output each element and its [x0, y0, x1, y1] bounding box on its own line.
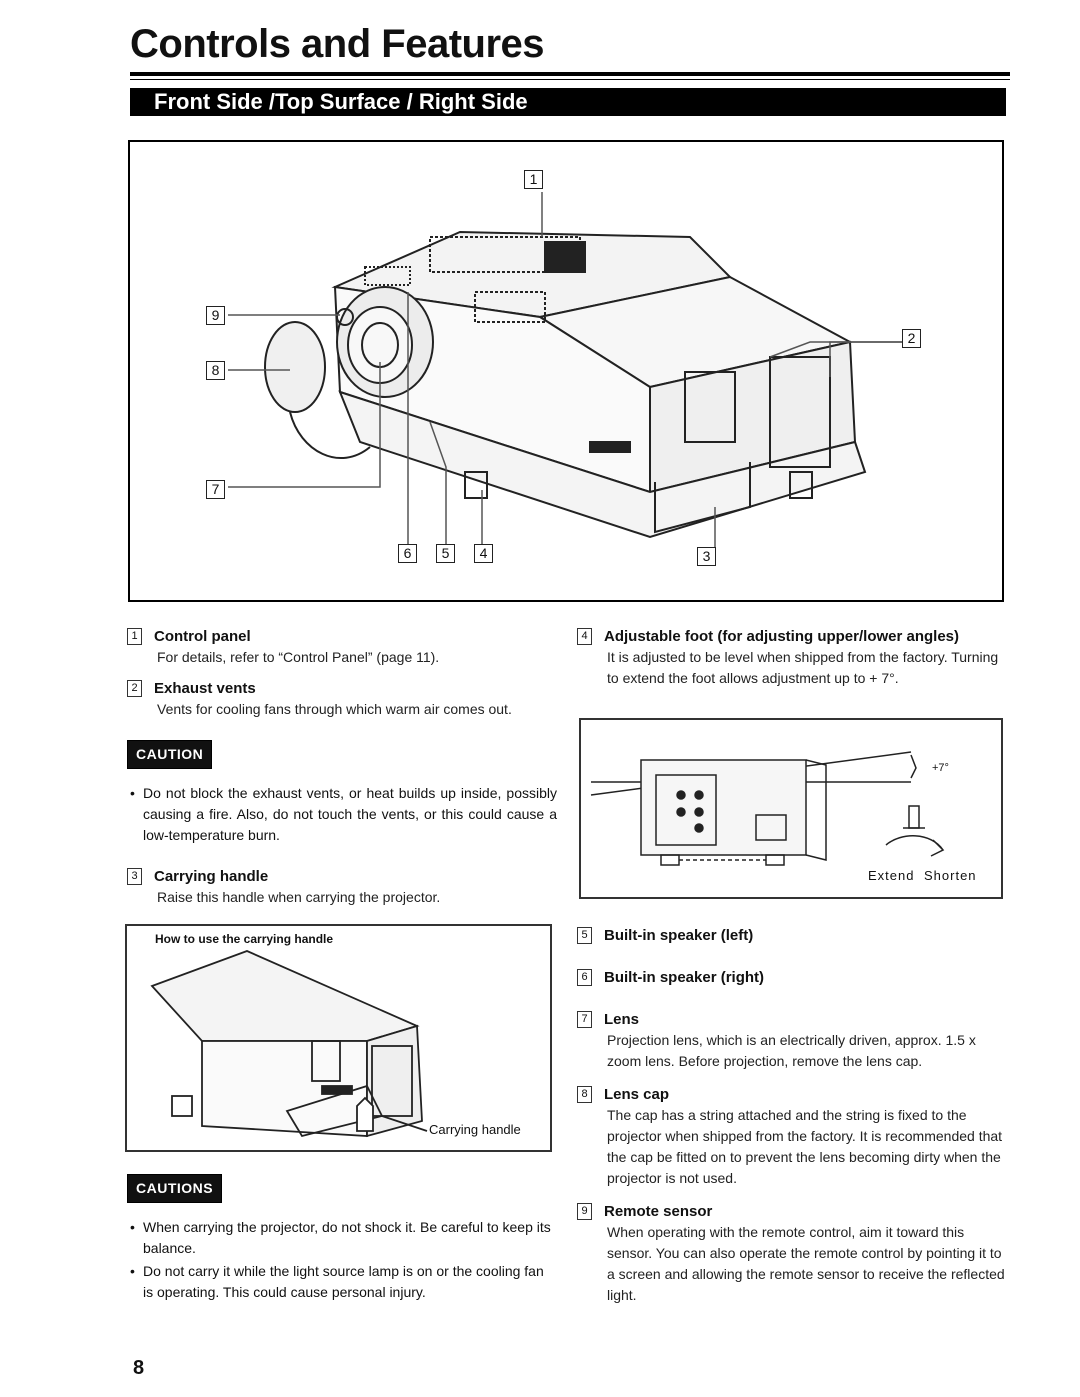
item-body: When operating with the remote control, aim it toward this sensor. You can also operate the remote control by pointing it to a screen and allowing the remote sensor to receive the reflected light. — [607, 1224, 1005, 1303]
item-body: Raise this handle when carrying the projector. — [157, 889, 441, 905]
item-body: Projection lens, which is an electrically driven, approx. 1.5 x zoom lens. Before projection, remove the lens cap. — [607, 1032, 976, 1069]
item-number: 4 — [577, 628, 592, 645]
item-title: Remote sensor — [604, 1203, 713, 1220]
item-number: 7 — [577, 1011, 592, 1028]
title-rule-thick — [130, 72, 1010, 76]
carrying-handle-inset — [125, 924, 552, 1152]
item-title: Built-in speaker (right) — [604, 969, 765, 986]
callout-1: 1 — [524, 170, 543, 189]
item-number: 3 — [127, 868, 142, 885]
item-speaker-right — [577, 967, 1009, 988]
item-number: 2 — [127, 680, 142, 697]
projector-figure — [128, 140, 1004, 602]
item-adjustable-foot — [577, 626, 1009, 689]
item-control-panel — [127, 626, 557, 668]
caution-bullet: • Do not block the exhaust vents, or heat builds up inside, possibly causing a fire. Also, do not touch the vents, or this could cause a low-temperature burn. — [127, 783, 557, 846]
section-heading: Front Side /Top Surface / Right Side — [130, 88, 1006, 116]
handle-illustration — [127, 926, 550, 1150]
item-number: 8 — [577, 1086, 592, 1103]
item-lens-cap — [577, 1084, 1009, 1189]
cautions-badge: CAUTIONS — [127, 1174, 222, 1203]
callout-8: 8 — [206, 361, 225, 380]
item-title: Lens cap — [604, 1086, 670, 1103]
callout-9: 9 — [206, 306, 225, 325]
item-number: 5 — [577, 927, 592, 944]
item-number: 9 — [577, 1203, 592, 1220]
callout-2: 2 — [902, 329, 921, 348]
item-title: Control panel — [154, 628, 251, 645]
right-column-bottom — [577, 925, 1009, 1306]
left-column — [127, 626, 557, 908]
caution-block — [127, 740, 557, 846]
item-body: The cap has a string attached and the string is fixed to the projector when shipped from the factory. It is recommended that the cap be fitted on to prevent the lens becoming dirty when the projector is not used. — [607, 1107, 1003, 1186]
item-number: 6 — [577, 969, 592, 986]
callout-3: 3 — [697, 547, 716, 566]
projector-illustration — [130, 142, 1002, 600]
page-number: 8 — [133, 1357, 145, 1379]
page-title: Controls and Features — [130, 22, 545, 66]
item-lens — [577, 1009, 1009, 1072]
item-title: Carrying handle — [154, 868, 269, 885]
caution-badge: CAUTION — [127, 740, 212, 769]
extend-label: Extend — [868, 868, 915, 883]
inset-heading: How to use the carrying handle — [155, 932, 334, 946]
caution-bullet: • When carrying the projector, do not shock it. Be careful to keep its balance. — [127, 1217, 557, 1259]
item-title: Built-in speaker (left) — [604, 927, 754, 944]
callout-7: 7 — [206, 480, 225, 499]
item-remote-sensor — [577, 1201, 1009, 1306]
right-column-top — [577, 626, 1009, 689]
item-body: Vents for cooling fans through which warm air comes out. — [157, 701, 512, 717]
callout-6: 6 — [398, 544, 417, 563]
angle-label: +7° — [932, 762, 949, 774]
title-rule-thin — [130, 79, 1010, 80]
handle-caption: Carrying handle — [429, 1122, 521, 1137]
foot-angle-inset — [579, 718, 1003, 899]
item-title: Adjustable foot (for adjusting upper/lower angles) — [604, 628, 960, 645]
item-title: Lens — [604, 1011, 640, 1028]
item-body: For details, refer to “Control Panel” (page 11). — [157, 649, 440, 665]
item-carrying-handle — [127, 866, 557, 908]
item-exhaust-vents — [127, 678, 557, 720]
item-title: Exhaust vents — [154, 680, 256, 697]
callout-5: 5 — [436, 544, 455, 563]
item-speaker-left — [577, 925, 1009, 946]
cautions-block — [127, 1174, 557, 1303]
item-body: It is adjusted to be level when shipped from the factory. Turning to extend the foot allows adjustment up to + 7°. — [607, 649, 999, 686]
callout-4: 4 — [474, 544, 493, 563]
shorten-label: Shorten — [924, 868, 977, 883]
caution-bullet: • Do not carry it while the light source lamp is on or the cooling fan is operating. This could cause personal injury. — [127, 1261, 557, 1303]
item-number: 1 — [127, 628, 142, 645]
